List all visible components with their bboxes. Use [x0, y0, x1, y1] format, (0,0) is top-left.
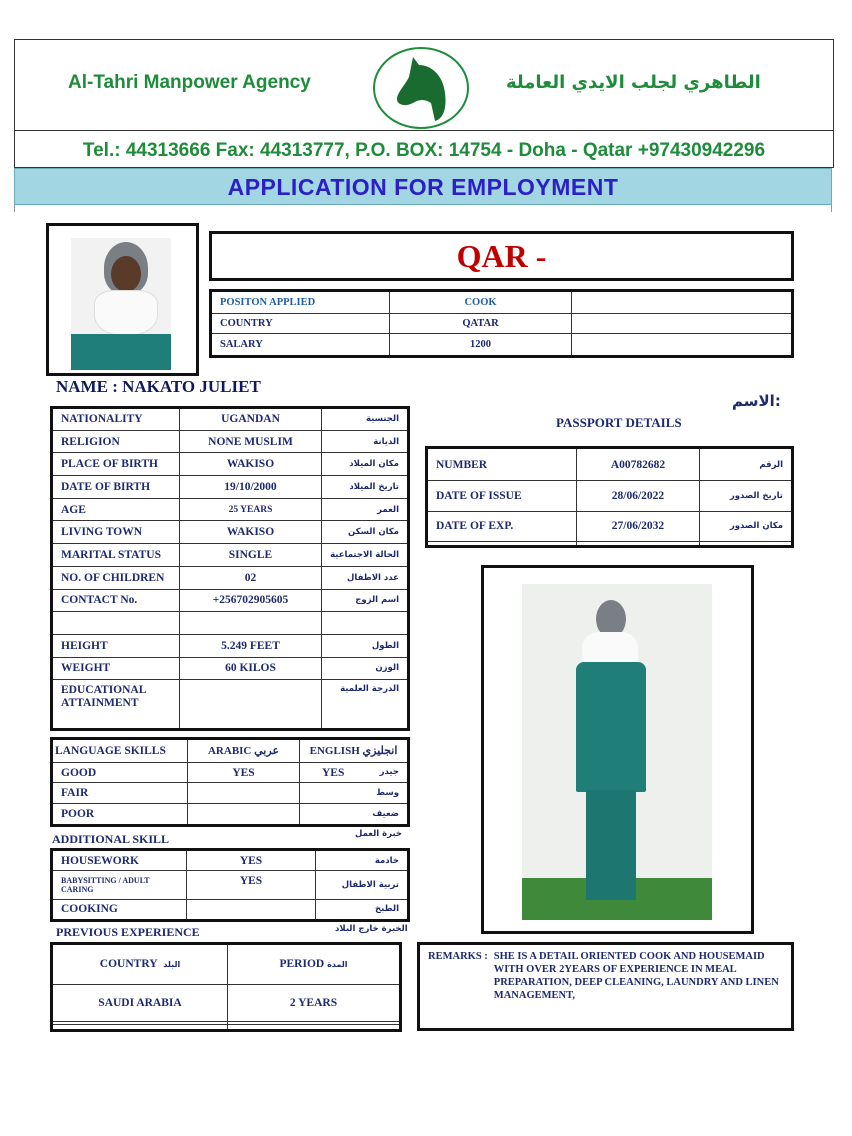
additional-skill-title: ADDITIONAL SKILL: [52, 832, 170, 846]
personal-value: [179, 680, 321, 730]
passport-label: [427, 542, 577, 547]
additional-skill-title-ar: خبرة العمل: [355, 829, 403, 839]
personal-row: [52, 680, 409, 730]
cut-row: [14, 205, 832, 212]
salary-value: 1200: [390, 334, 572, 357]
passport-title: PASSPORT DETAILS: [556, 415, 682, 430]
previous-experience-title: PREVIOUS EXPERIENCE: [56, 925, 200, 939]
personal-row: [52, 430, 409, 453]
english-cell: [300, 762, 409, 783]
personal-row: [52, 476, 409, 499]
arabic-value: [188, 803, 300, 825]
personal-label-ar: اسم الزوج: [322, 589, 409, 612]
passport-value: 28/06/2022: [577, 481, 700, 512]
skill-label: HOUSEWORK: [52, 850, 187, 871]
skill-row: [52, 899, 409, 920]
skill-label: BABYSITTING / ADULT CARING: [52, 871, 187, 900]
passport-table: [425, 446, 794, 548]
experience-row: [52, 1025, 401, 1031]
personal-label: HEIGHT: [52, 634, 180, 657]
personal-label-ar: الحالة الاجتماعية: [322, 544, 409, 567]
language-row: [52, 803, 409, 825]
personal-value: WAKISO: [179, 521, 321, 544]
personal-row: [52, 544, 409, 567]
position-table: [209, 289, 794, 358]
personal-label: AGE: [52, 498, 180, 521]
experience-country: SAUDI ARABIA: [52, 984, 228, 1022]
passport-label: DATE OF EXP.: [427, 511, 577, 542]
personal-label: MARITAL STATUS: [52, 544, 180, 567]
language-row: [52, 783, 409, 804]
skill-row: [52, 850, 409, 871]
language-level: FAIR: [52, 783, 188, 804]
personal-row: [52, 657, 409, 680]
personal-value: 02: [179, 566, 321, 589]
skill-value: [187, 899, 316, 920]
personal-value: 60 KILOS: [179, 657, 321, 680]
personal-row: [52, 589, 409, 612]
personal-value: NONE MUSLIM: [179, 430, 321, 453]
arabic-value: YES: [188, 762, 300, 783]
english-value: YES: [322, 766, 345, 779]
skill-label-ar: تربية الاطفال: [316, 871, 409, 900]
experience-period: 2 YEARS: [228, 984, 401, 1022]
personal-value: SINGLE: [179, 544, 321, 567]
personal-row: [52, 453, 409, 476]
passport-row: [427, 448, 793, 481]
language-skills-table: [50, 737, 410, 827]
passport-label-ar: مكان الصدور: [700, 511, 793, 542]
personal-label-ar: العمر: [322, 498, 409, 521]
personal-label-ar: مكان السكن: [322, 521, 409, 544]
skill-label-ar: الطبخ: [316, 899, 409, 920]
passport-label-ar: [700, 542, 793, 547]
personal-label-ar: تاريخ الميلاد: [322, 476, 409, 499]
personal-label-ar: الديانة: [322, 430, 409, 453]
language-level: POOR: [52, 803, 188, 825]
passport-label-ar: الرقم: [700, 448, 793, 481]
portrait-photo: [46, 223, 199, 376]
passport-label: DATE OF ISSUE: [427, 481, 577, 512]
salary-banner: QAR -: [209, 231, 794, 281]
previous-experience-title-ar: الخبرة خارج البلاد: [335, 924, 408, 934]
experience-table: [50, 942, 402, 1032]
skill-label: COOKING: [52, 899, 187, 920]
additional-skill-table: [50, 848, 410, 922]
arabic-value: [188, 783, 300, 804]
personal-row: [52, 521, 409, 544]
applicant-name: NAME : NAKATO JULIET: [56, 377, 261, 396]
skill-row: [52, 871, 409, 900]
personal-value: 5.249 FEET: [179, 634, 321, 657]
remarks-label: REMARKS :: [428, 951, 488, 962]
personal-label-ar: الجنسية: [322, 408, 409, 431]
country-label: COUNTRY: [211, 313, 390, 334]
skill-value: YES: [187, 850, 316, 871]
arabic-header: ARABIC عربي: [188, 739, 300, 763]
remarks-text: SHE IS A DETAIL ORIENTED COOK AND HOUSEMAID WITH OVER 2YEARS OF EXPERIENCE IN MEAL PREPARATION, DEEP CLEANING, LAUNDRY AND LINEN MANAGEMENT,: [493, 951, 779, 1001]
personal-label: WEIGHT: [52, 657, 180, 680]
passport-label: NUMBER: [427, 448, 577, 481]
experience-period: [228, 1025, 401, 1031]
personal-label-ar: الوزن: [322, 657, 409, 680]
personal-value: WAKISO: [179, 453, 321, 476]
personal-value: [179, 612, 321, 635]
name-ar-label: الاسم:: [732, 392, 781, 410]
passport-value: [577, 542, 700, 547]
personal-label-ar: مكان الميلاد: [322, 453, 409, 476]
personal-label: LIVING TOWN: [52, 521, 180, 544]
position-label: POSITON APPLIED: [211, 291, 390, 314]
horse-logo-icon: [373, 47, 469, 129]
personal-label-ar: الطول: [322, 634, 409, 657]
personal-value: +256702905605: [179, 589, 321, 612]
personal-row: [52, 408, 409, 431]
period-header: PERIOD: [279, 958, 325, 971]
language-header: LANGUAGE SKILLS: [52, 739, 188, 763]
remarks-box: [417, 942, 794, 1031]
position-value: COOK: [390, 291, 572, 314]
personal-label-ar: عدد الاطفال: [322, 566, 409, 589]
personal-label: [52, 612, 180, 635]
country-header-ar: البلد: [163, 960, 181, 970]
english-cell: [300, 803, 409, 825]
personal-row: [52, 634, 409, 657]
language-level-ar: جيدر: [379, 766, 399, 777]
passport-value: A00782682: [577, 448, 700, 481]
personal-label: EDUCATIONAL ATTAINMENT: [52, 680, 180, 730]
skill-label-ar: خادمة: [316, 850, 409, 871]
language-level-ar: ضعيف: [372, 808, 399, 819]
personal-value: 19/10/2000: [179, 476, 321, 499]
skill-value: YES: [187, 871, 316, 900]
personal-label-ar: الدرجة العلمية: [322, 680, 409, 730]
agency-name-ar: الطاهري لجلب الايدي العاملة: [506, 72, 761, 93]
passport-label-ar: تاريخ الصدور: [700, 481, 793, 512]
personal-label: PLACE OF BIRTH: [52, 453, 180, 476]
contact-line: Tel.: 44313666 Fax: 44313777, P.O. BOX: 14754 - Doha - Qatar +97430942296: [82, 140, 766, 161]
full-body-photo: [481, 565, 754, 934]
experience-row: [52, 984, 401, 1022]
salary-label: SALARY: [211, 334, 390, 357]
language-level-ar: وسط: [376, 788, 399, 799]
language-row: [52, 762, 409, 783]
period-header-ar: المدة: [327, 960, 348, 970]
english-header: ENGLISH انجليزي: [300, 739, 409, 763]
personal-label: NO. OF CHILDREN: [52, 566, 180, 589]
form-title: APPLICATION FOR EMPLOYMENT: [14, 168, 832, 205]
personal-label: CONTACT No.: [52, 589, 180, 612]
experience-country: [52, 1025, 228, 1031]
english-cell: [300, 783, 409, 804]
country-value: QATAR: [390, 313, 572, 334]
personal-row: [52, 612, 409, 635]
personal-label: NATIONALITY: [52, 408, 180, 431]
passport-row: [427, 542, 793, 547]
country-header: COUNTRY: [99, 958, 158, 971]
personal-label: RELIGION: [52, 430, 180, 453]
personal-value: 25 YEARS: [179, 498, 321, 521]
personal-label-ar: [322, 612, 409, 635]
personal-row: [52, 498, 409, 521]
passport-row: [427, 481, 793, 512]
passport-value: 27/06/2032: [577, 511, 700, 542]
agency-name-en: Al-Tahri Manpower Agency: [68, 72, 311, 93]
personal-value: UGANDAN: [179, 408, 321, 431]
personal-label: DATE OF BIRTH: [52, 476, 180, 499]
passport-row: [427, 511, 793, 542]
language-level: GOOD: [52, 762, 188, 783]
personal-details-table: [50, 406, 410, 731]
personal-row: [52, 566, 409, 589]
